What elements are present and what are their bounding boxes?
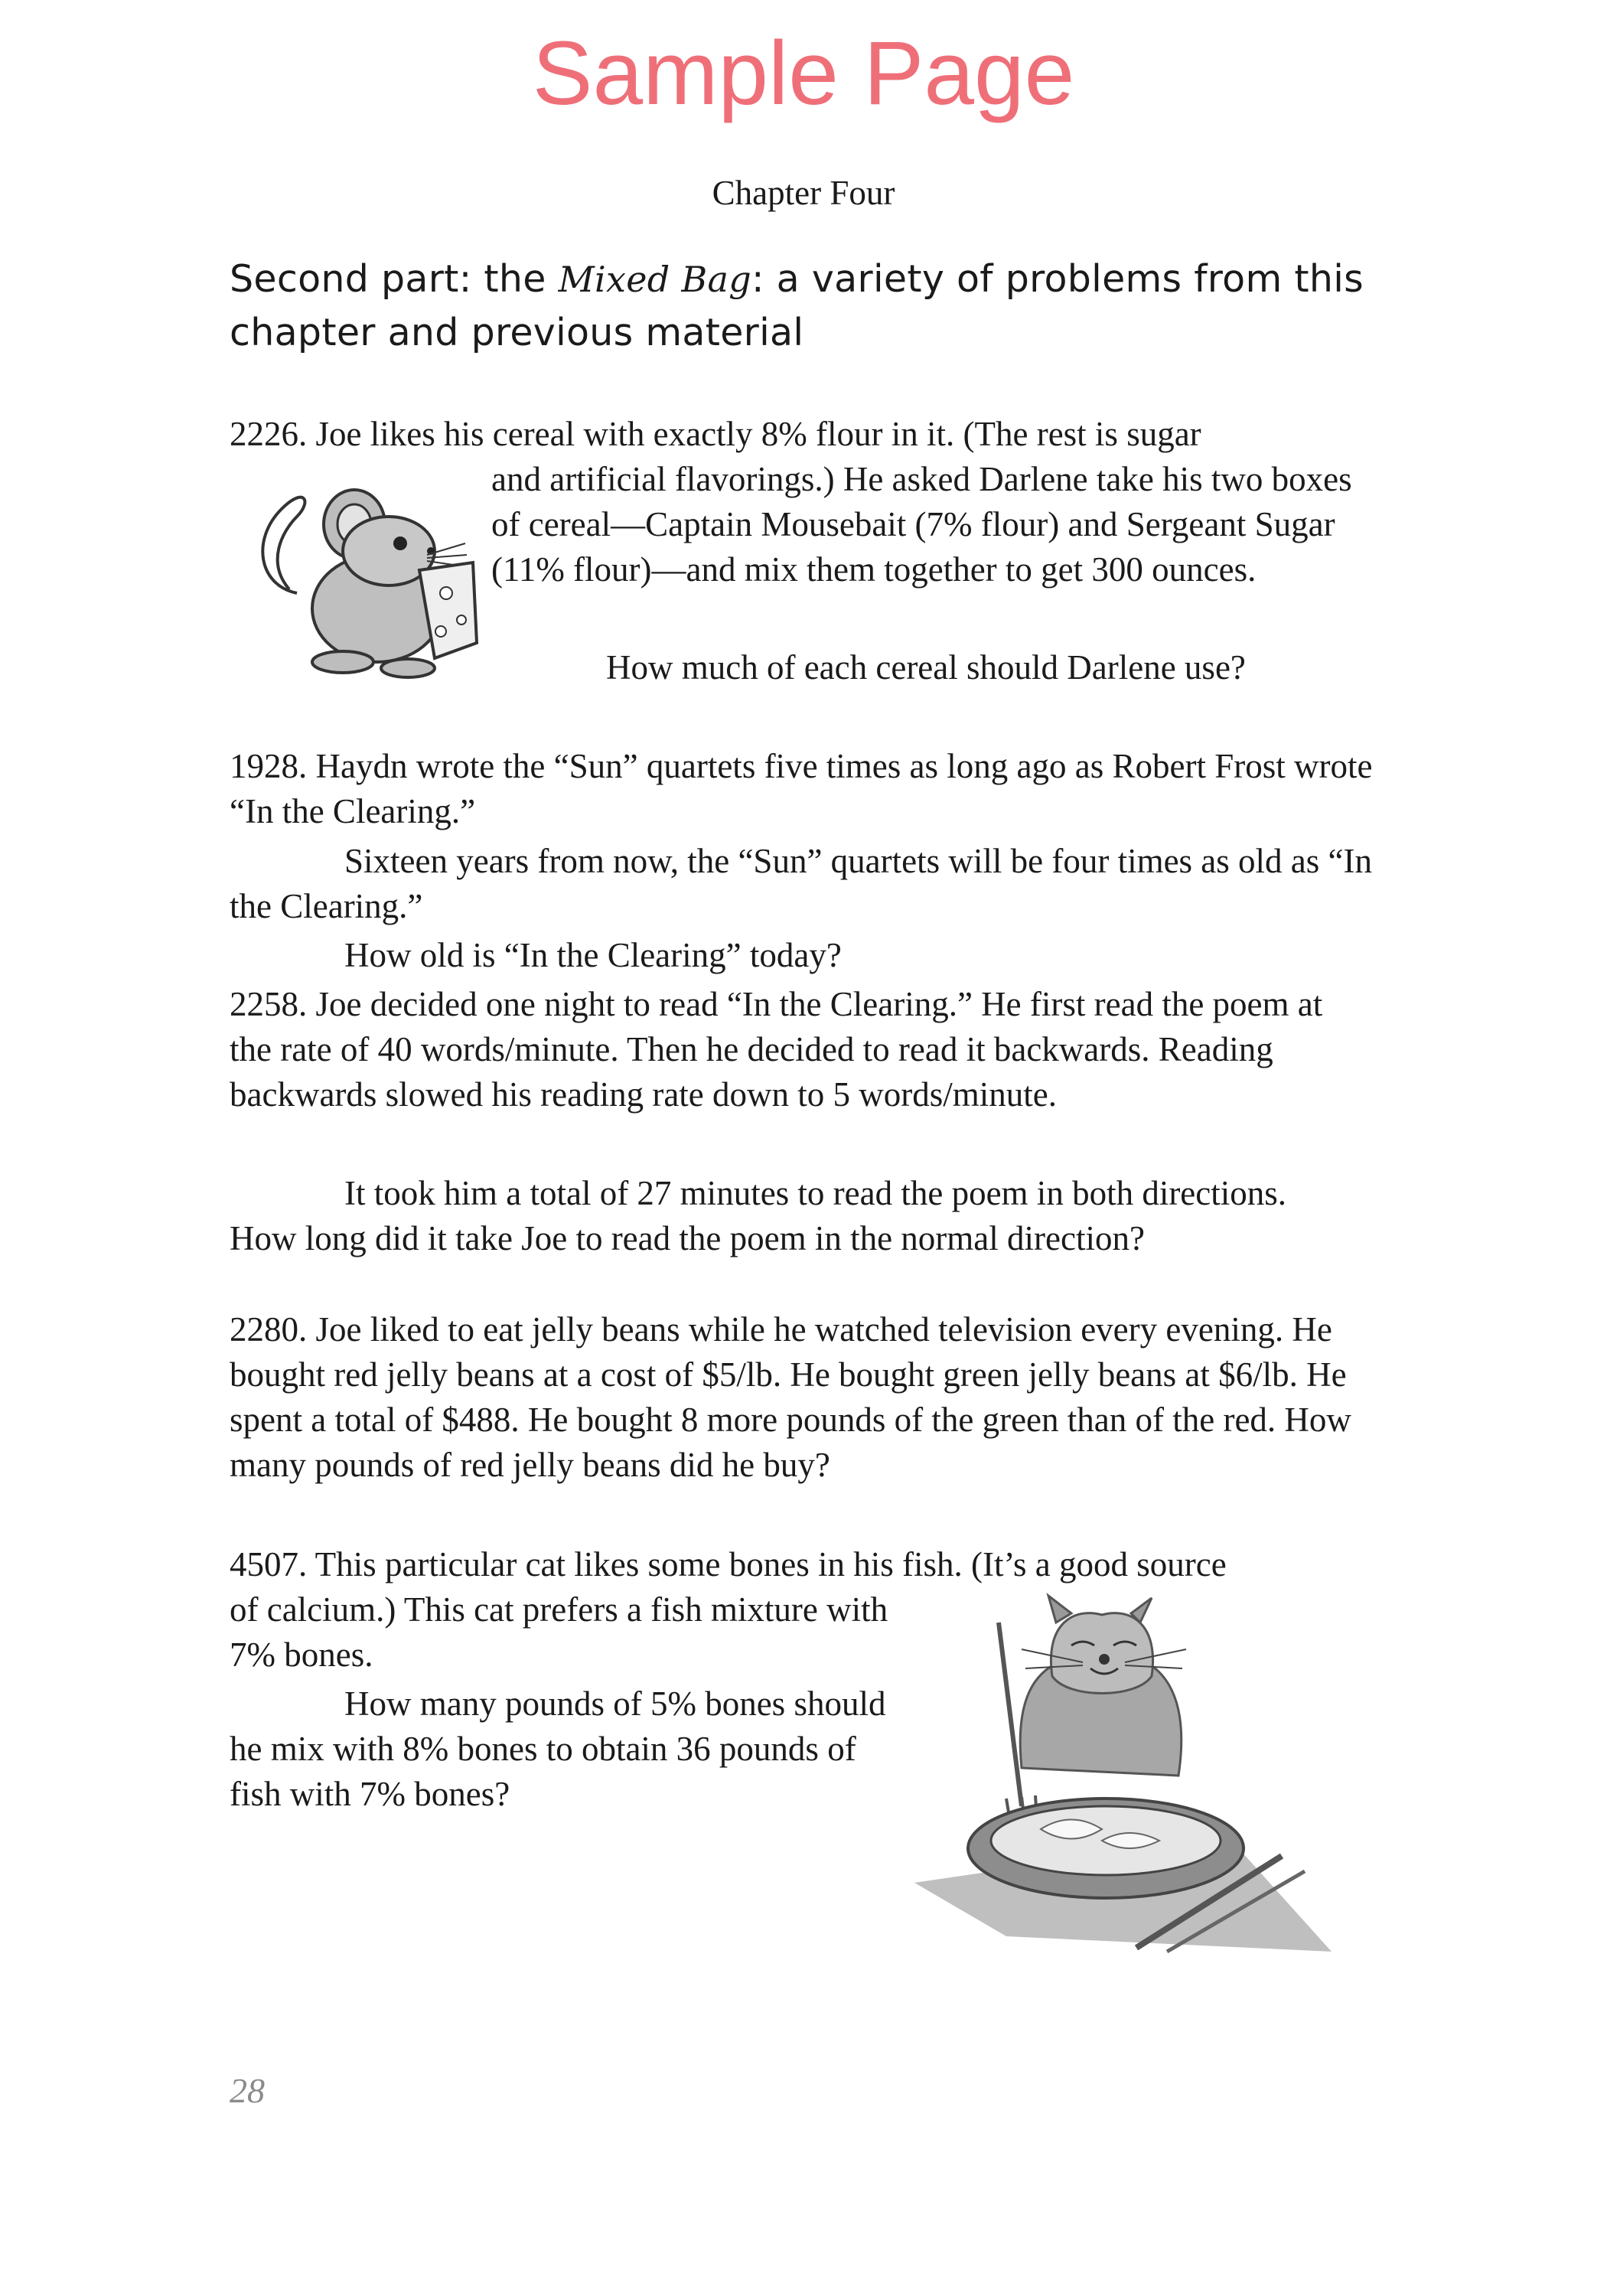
problem-2280-p1: 2280. Joe liked to eat jelly beans while he watched television every evening. He bought red jelly beans at a cost of $5/lb. He bought green jelly beans at $6/lb. He spent a total of $488. He bought 8 more pounds of the green than of the red. How many pounds of red jelly beans did he buy? bbox=[230, 1310, 1351, 1484]
mixed-bag-label: Mixed Bag bbox=[558, 259, 751, 300]
problem-2258-p2: It took him a total of 27 minutes to read the poem in both directions. How long did it take Joe to read the poem in the normal direction? bbox=[230, 1174, 1287, 1257]
cat-eating-fish-illustration bbox=[907, 1592, 1335, 1967]
problem-4507-p3: How many pounds of 5% bones should he mix with 8% bones to obtain 36 pounds of fish with 7% bones? bbox=[230, 1684, 886, 1813]
problem-4507-p2: of calcium.) This cat prefers a fish mixture with 7% bones. bbox=[230, 1590, 888, 1674]
problem-1928-p3: How old is “In the Clearing” today? bbox=[344, 936, 842, 974]
chapter-heading: Chapter Four bbox=[712, 174, 895, 212]
section-title-prefix: Second part: the bbox=[230, 257, 559, 301]
sample-page-watermark: Sample Page bbox=[532, 23, 1075, 124]
section-title bbox=[230, 253, 1393, 360]
section-title-suffix: : a variety of problems from this chapter and previous material bbox=[230, 257, 1364, 354]
page-number: 28 bbox=[230, 2071, 265, 2110]
problem-1928-p2: Sixteen years from now, the “Sun” quartets will be four times as old as “In the Clearing.” bbox=[230, 842, 1372, 925]
problem-2226-question: How much of each cereal should Darlene use? bbox=[606, 648, 1246, 687]
problem-4507-p1: 4507. This particular cat likes some bones in his fish. (It’s a good source bbox=[230, 1545, 1227, 1583]
problem-2258-p1: 2258. Joe decided one night to read “In the Clearing.” He first read the poem at the rate of 40 words/minute. Then he decided to read it backwards. Reading backwards slowed his reading rate down to 5 words/minute. bbox=[230, 985, 1323, 1114]
problem-2226-body: and artificial flavorings.) He asked Darlene take his two boxes of cereal—Captain Mousebait (7% flour) and Sergeant Sugar (11% flour)—and mix them together to get 300 ounces. bbox=[491, 460, 1352, 589]
problem-1928-p1: 1928. Haydn wrote the “Sun” quartets five times as long ago as Robert Frost wrote “In the Clearing.” bbox=[230, 747, 1373, 830]
problem-2226-lead: 2226. Joe likes his cereal with exactly 8% flour in it. (The rest is sugar bbox=[230, 415, 1201, 453]
mouse-with-cheese-illustration bbox=[243, 478, 488, 689]
